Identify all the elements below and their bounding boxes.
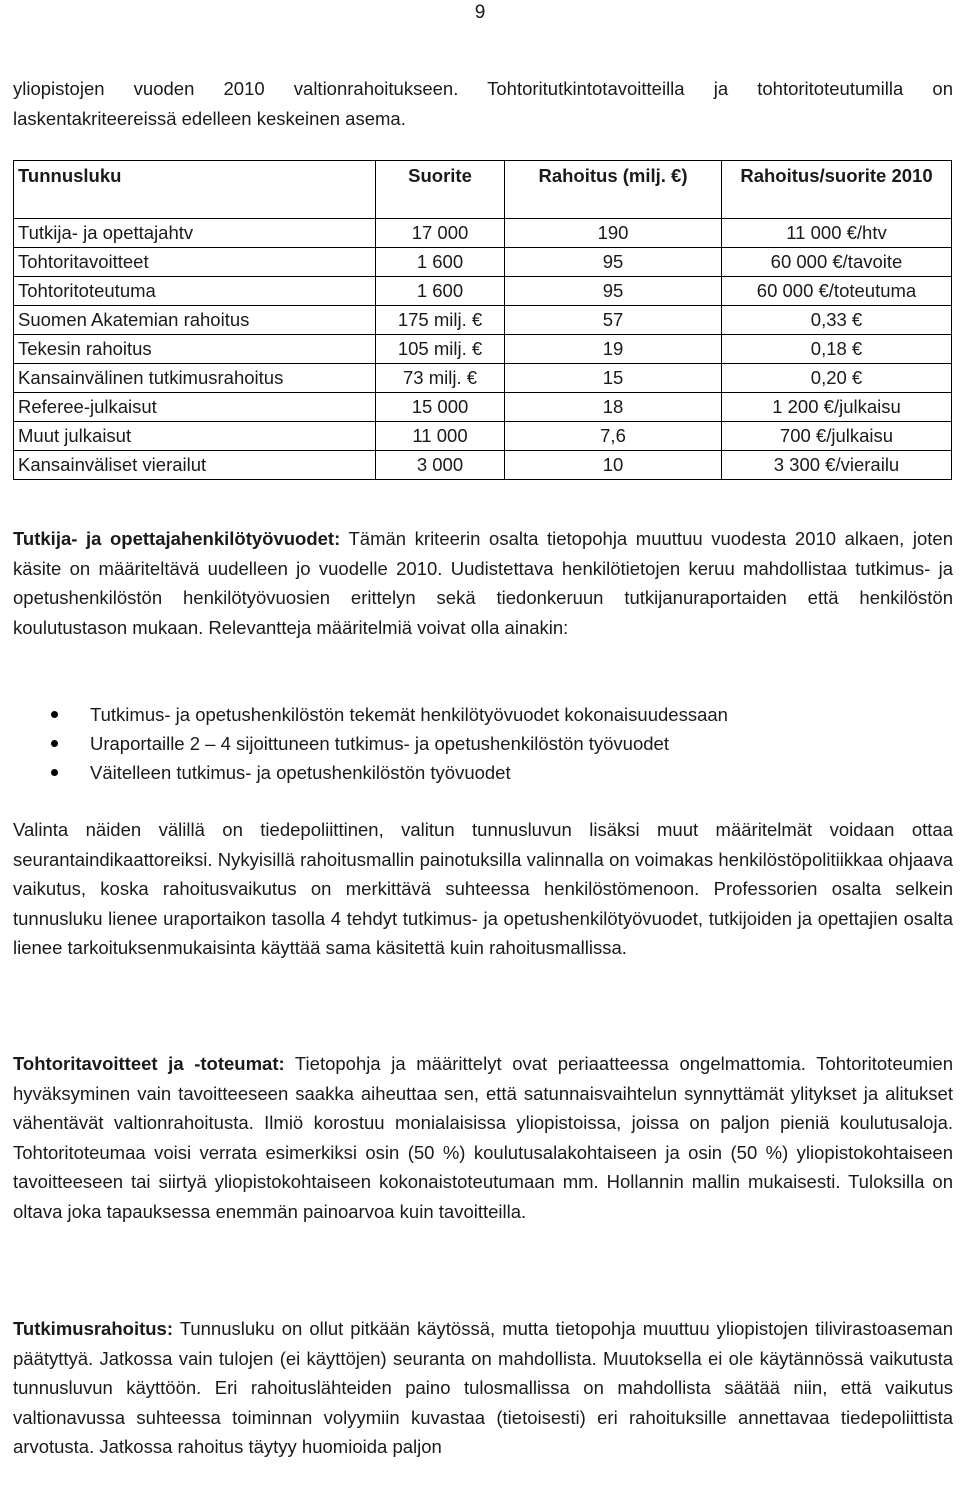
section-heading: Tutkija- ja opettajahenkilötyövuodet:	[13, 528, 341, 549]
row-ratio: 60 000 €/toteutuma	[722, 277, 952, 306]
row-name: Tutkija- ja opettajahtv	[14, 219, 376, 248]
table-row	[14, 219, 952, 248]
section-text: Tietopohja ja määrittelyt ovat periaatteessa ongelmattomia. Tohtoritoteumien hyväksyminen vain tavoitteeseen saakka aiheuttaa sen, että satunnaisvaihtelun synnyttämät ylitykset ja alitukset vähentävät valtionrahoitusta. Ilmiö korostuu monialaisissa yliopistoissa, joissa on paljon pieniä koulutusaloja. Tohtoritoteumaa voisi verrata esimerkiksi osin (50 %) koulutusalakohtaiseen ja osin (50 %) yliopistokohtaiseen tavoitteeseen tai siirtyä yliopistokohtaiseen kokonaistoteutumaan mm. Hollannin mallin mukaisesti. Tuloksilla on oltava joka tapauksessa enemmän painoarvoa kuin tavoitteilla.	[13, 1053, 953, 1222]
header-suorite: Suorite	[376, 161, 505, 219]
list-item	[13, 758, 728, 787]
row-ratio: 60 000 €/tavoite	[722, 248, 952, 277]
bullet-icon	[51, 711, 58, 718]
row-name: Kansainväliset vierailut	[14, 451, 376, 480]
row-suorite: 15 000	[376, 393, 505, 422]
section-heading: Tohtoritavoitteet ja -toteumat:	[13, 1053, 285, 1074]
row-name: Suomen Akatemian rahoitus	[14, 306, 376, 335]
row-rahoitus: 190	[505, 219, 722, 248]
row-suorite: 3 000	[376, 451, 505, 480]
row-ratio: 11 000 €/htv	[722, 219, 952, 248]
row-suorite: 1 600	[376, 248, 505, 277]
list-item-text: Väitelleen tutkimus- ja opetushenkilöstön työvuodet	[90, 762, 511, 783]
row-rahoitus: 95	[505, 277, 722, 306]
bullet-list	[13, 700, 728, 787]
section-tohtoritavoitteet	[13, 1049, 953, 1226]
bullet-icon	[51, 769, 58, 776]
paragraph-valinta: Valinta näiden välillä on tiedepoliittinen, valitun tunnusluvun lisäksi muut määritelmät voidaan ottaa seurantaindikaattoreiksi. Nykyisillä rahoitusmallin painotuksilla valinnalla on voimakas henkilöstöpolitiikkaa ohjaava vaikutus, koska rahoitusvaikutus on merkittävä suhteessa henkilöstömenoon. Professorien osalta selkein tunnusluku lienee uraportaikon tasolla 4 tehdyt tutkimus- ja opetushenkilötyövuodet, tutkijoiden ja opettajien osalta lienee tarkoituksenmukaisinta käyttää sama käsitettä kuin rahoitusmallissa.	[13, 819, 953, 958]
list-item-text: Uraportaille 2 – 4 sijoittuneen tutkimus- ja opetushenkilöstön työvuodet	[90, 733, 669, 754]
row-name: Tohtoritoteutuma	[14, 277, 376, 306]
header-rahoitus: Rahoitus (milj. €)	[505, 161, 722, 219]
row-suorite: 1 600	[376, 277, 505, 306]
row-rahoitus: 19	[505, 335, 722, 364]
row-rahoitus: 57	[505, 306, 722, 335]
table-row	[14, 451, 952, 480]
row-name: Referee-julkaisut	[14, 393, 376, 422]
row-name: Tohtoritavoitteet	[14, 248, 376, 277]
row-suorite: 73 milj. €	[376, 364, 505, 393]
row-ratio: 3 300 €/vierailu	[722, 451, 952, 480]
row-ratio: 0,18 €	[722, 335, 952, 364]
table-row	[14, 393, 952, 422]
table-row	[14, 248, 952, 277]
list-item-text: Tutkimus- ja opetushenkilöstön tekemät henkilötyövuodet kokonaisuudessaan	[90, 704, 728, 725]
row-rahoitus: 10	[505, 451, 722, 480]
row-ratio: 1 200 €/julkaisu	[722, 393, 952, 422]
row-suorite: 175 milj. €	[376, 306, 505, 335]
table-row	[14, 422, 952, 451]
table-row	[14, 277, 952, 306]
section-henkilotyovuodet	[13, 524, 953, 642]
header-ratio: Rahoitus/suorite 2010	[722, 161, 952, 219]
page-number: 9	[474, 2, 486, 23]
row-rahoitus: 18	[505, 393, 722, 422]
table-row	[14, 306, 952, 335]
row-rahoitus: 15	[505, 364, 722, 393]
row-suorite: 105 milj. €	[376, 335, 505, 364]
bullet-icon	[51, 740, 58, 747]
table-row	[14, 364, 952, 393]
section-tutkimusrahoitus	[13, 1314, 953, 1462]
row-suorite: 11 000	[376, 422, 505, 451]
row-suorite: 17 000	[376, 219, 505, 248]
row-rahoitus: 95	[505, 248, 722, 277]
row-name: Kansainvälinen tutkimusrahoitus	[14, 364, 376, 393]
row-ratio: 0,33 €	[722, 306, 952, 335]
list-item	[13, 729, 728, 758]
intro-paragraph: yliopistojen vuoden 2010 valtionrahoitukseen. Tohtoritutkintotavoitteilla ja tohtoritoteutumilla on laskentakriteereissä edelleen keskeinen asema.	[13, 78, 953, 129]
row-ratio: 700 €/julkaisu	[722, 422, 952, 451]
header-tunnusluku: Tunnusluku	[14, 161, 376, 219]
row-name: Tekesin rahoitus	[14, 335, 376, 364]
section-text: Tämän kriteerin osalta tietopohja muuttuu vuodesta 2010 alkaen, joten käsite on määriteltävä uudelleen jo vuodelle 2010. Uudistettava henkilötietojen keruu mahdollistaa tutkimus- ja opetushenkilöstön henkilötyövuosien erittelyn sekä tiedonkeruun tutkijanuraportaiden että henkilöstön koulutustason mukaan. Relevantteja määritelmiä voivat olla ainakin:	[13, 528, 953, 638]
table-row	[14, 335, 952, 364]
section-text: Tunnusluku on ollut pitkään käytössä, mutta tietopohja muuttuu yliopistojen tilivirastoaseman päätyttyä. Jatkossa vain tulojen (ei käyttöjen) seuranta on mahdollista. Muutoksella ei ole käytännössä vaikutusta tunnusluvun käyttöön. Eri rahoituslähteiden paino tulosmallissa on mahdollista säätää niin, että vaikutus valtionavussa suhteessa toiminnan volyymiin kuvastaa (tietoisesti) eri rahoituksille annettavaa tiedepoliittista arvotusta. Jatkossa rahoitus täytyy huomioida paljon	[13, 1318, 953, 1457]
row-name: Muut julkaisut	[14, 422, 376, 451]
list-item	[13, 700, 728, 729]
metrics-table	[13, 160, 952, 480]
section-heading: Tutkimusrahoitus:	[13, 1318, 173, 1339]
table-header-row	[14, 161, 952, 219]
row-rahoitus: 7,6	[505, 422, 722, 451]
row-ratio: 0,20 €	[722, 364, 952, 393]
